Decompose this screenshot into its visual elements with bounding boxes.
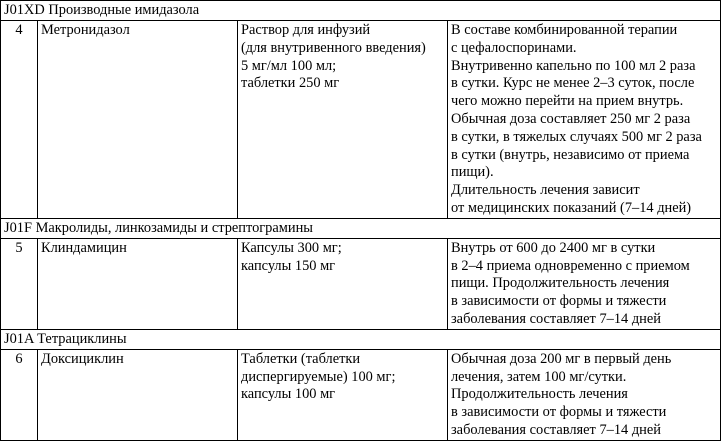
table-row bbox=[1, 349, 721, 440]
dosing-notes-line: лечения, затем 100 мг/сутки. bbox=[451, 368, 627, 385]
dosing-notes-line: заболевания составляет 7–14 дней bbox=[451, 421, 661, 438]
dosing-notes-line: от медицинских показаний (7–14 дней) bbox=[451, 199, 692, 216]
row-number: 6 bbox=[1, 349, 38, 440]
section-heading: J01XD Производные имидазола bbox=[1, 1, 721, 21]
dosing-notes-line: Длительность лечения зависит bbox=[451, 182, 640, 199]
dosing-notes-line: с цефалоспоринами. bbox=[451, 39, 577, 56]
dosing-notes-line: в сутки. Курс не менее 2–3 суток, после bbox=[451, 75, 695, 92]
dosage-form-line: 5 мг/мл 100 мл; bbox=[241, 57, 337, 74]
row-number: 4 bbox=[1, 21, 38, 219]
dosing-notes-line: Продолжительность лечения bbox=[451, 386, 628, 403]
dosing-notes bbox=[448, 349, 721, 440]
dosage-form bbox=[238, 238, 448, 329]
section-heading: J01A Тетрациклины bbox=[1, 329, 721, 349]
dosing-notes-line: заболевания составляет 7–14 дней bbox=[451, 310, 661, 327]
row-number: 5 bbox=[1, 238, 38, 329]
section-heading-row bbox=[1, 329, 721, 349]
table-row bbox=[1, 238, 721, 329]
dosage-form-line: Таблетки (таблетки bbox=[241, 350, 361, 367]
dosing-notes-line: чего можно перейти на прием внутрь. bbox=[451, 93, 684, 110]
dosing-notes-line: Обычная доза составляет 250 мг 2 раза bbox=[451, 110, 691, 127]
dosage-form bbox=[238, 349, 448, 440]
dosing-notes-line: в 2–4 приема одновременно с приемом bbox=[451, 257, 690, 274]
table-row bbox=[1, 21, 721, 219]
drug-name: Метронидазол bbox=[38, 21, 238, 219]
dosing-notes-line: в зависимости от формы и тяжести bbox=[451, 404, 667, 421]
section-heading-row bbox=[1, 218, 721, 238]
dosage-form-line: капсулы 100 мг bbox=[241, 386, 336, 403]
dosage-form bbox=[238, 21, 448, 219]
dosing-notes-line: пищи. Продолжительность лечения bbox=[451, 275, 670, 292]
dosing-notes-line: в сутки, в тяжелых случаях 500 мг 2 раза bbox=[451, 128, 702, 145]
dosage-form-line: (для внутривенного введения) bbox=[241, 39, 426, 56]
dosage-form-line: капсулы 150 мг bbox=[241, 257, 336, 274]
section-heading: J01F Макролиды, линкозамиды и стрептограмины bbox=[1, 218, 721, 238]
dosing-notes-line: Внутривенно капельно по 100 мл 2 раза bbox=[451, 57, 696, 74]
dosing-notes bbox=[448, 21, 721, 219]
dosing-notes-line: Внутрь от 600 до 2400 мг в сутки bbox=[451, 239, 656, 256]
dosing-notes-line: В составе комбинированной терапии bbox=[451, 22, 678, 38]
dosage-form-line: таблетки 250 мг bbox=[241, 75, 340, 92]
dosage-form-line: Капсулы 300 мг; bbox=[241, 239, 342, 256]
dosage-form-line: диспергируемые) 100 мг; bbox=[241, 368, 396, 385]
dosing-notes-line: Обычная доза 200 мг в первый день bbox=[451, 350, 672, 367]
dosage-form-line: Раствор для инфузий bbox=[241, 22, 371, 38]
dosing-notes bbox=[448, 238, 721, 329]
drug-name: Доксициклин bbox=[38, 349, 238, 440]
dosing-notes-line: пищи). bbox=[451, 164, 494, 181]
dosing-notes-line: в зависимости от формы и тяжести bbox=[451, 293, 667, 310]
drug-name: Клиндамицин bbox=[38, 238, 238, 329]
section-heading-row bbox=[1, 1, 721, 21]
dosing-notes-line: в сутки (внутрь, независимо от приема bbox=[451, 146, 690, 163]
